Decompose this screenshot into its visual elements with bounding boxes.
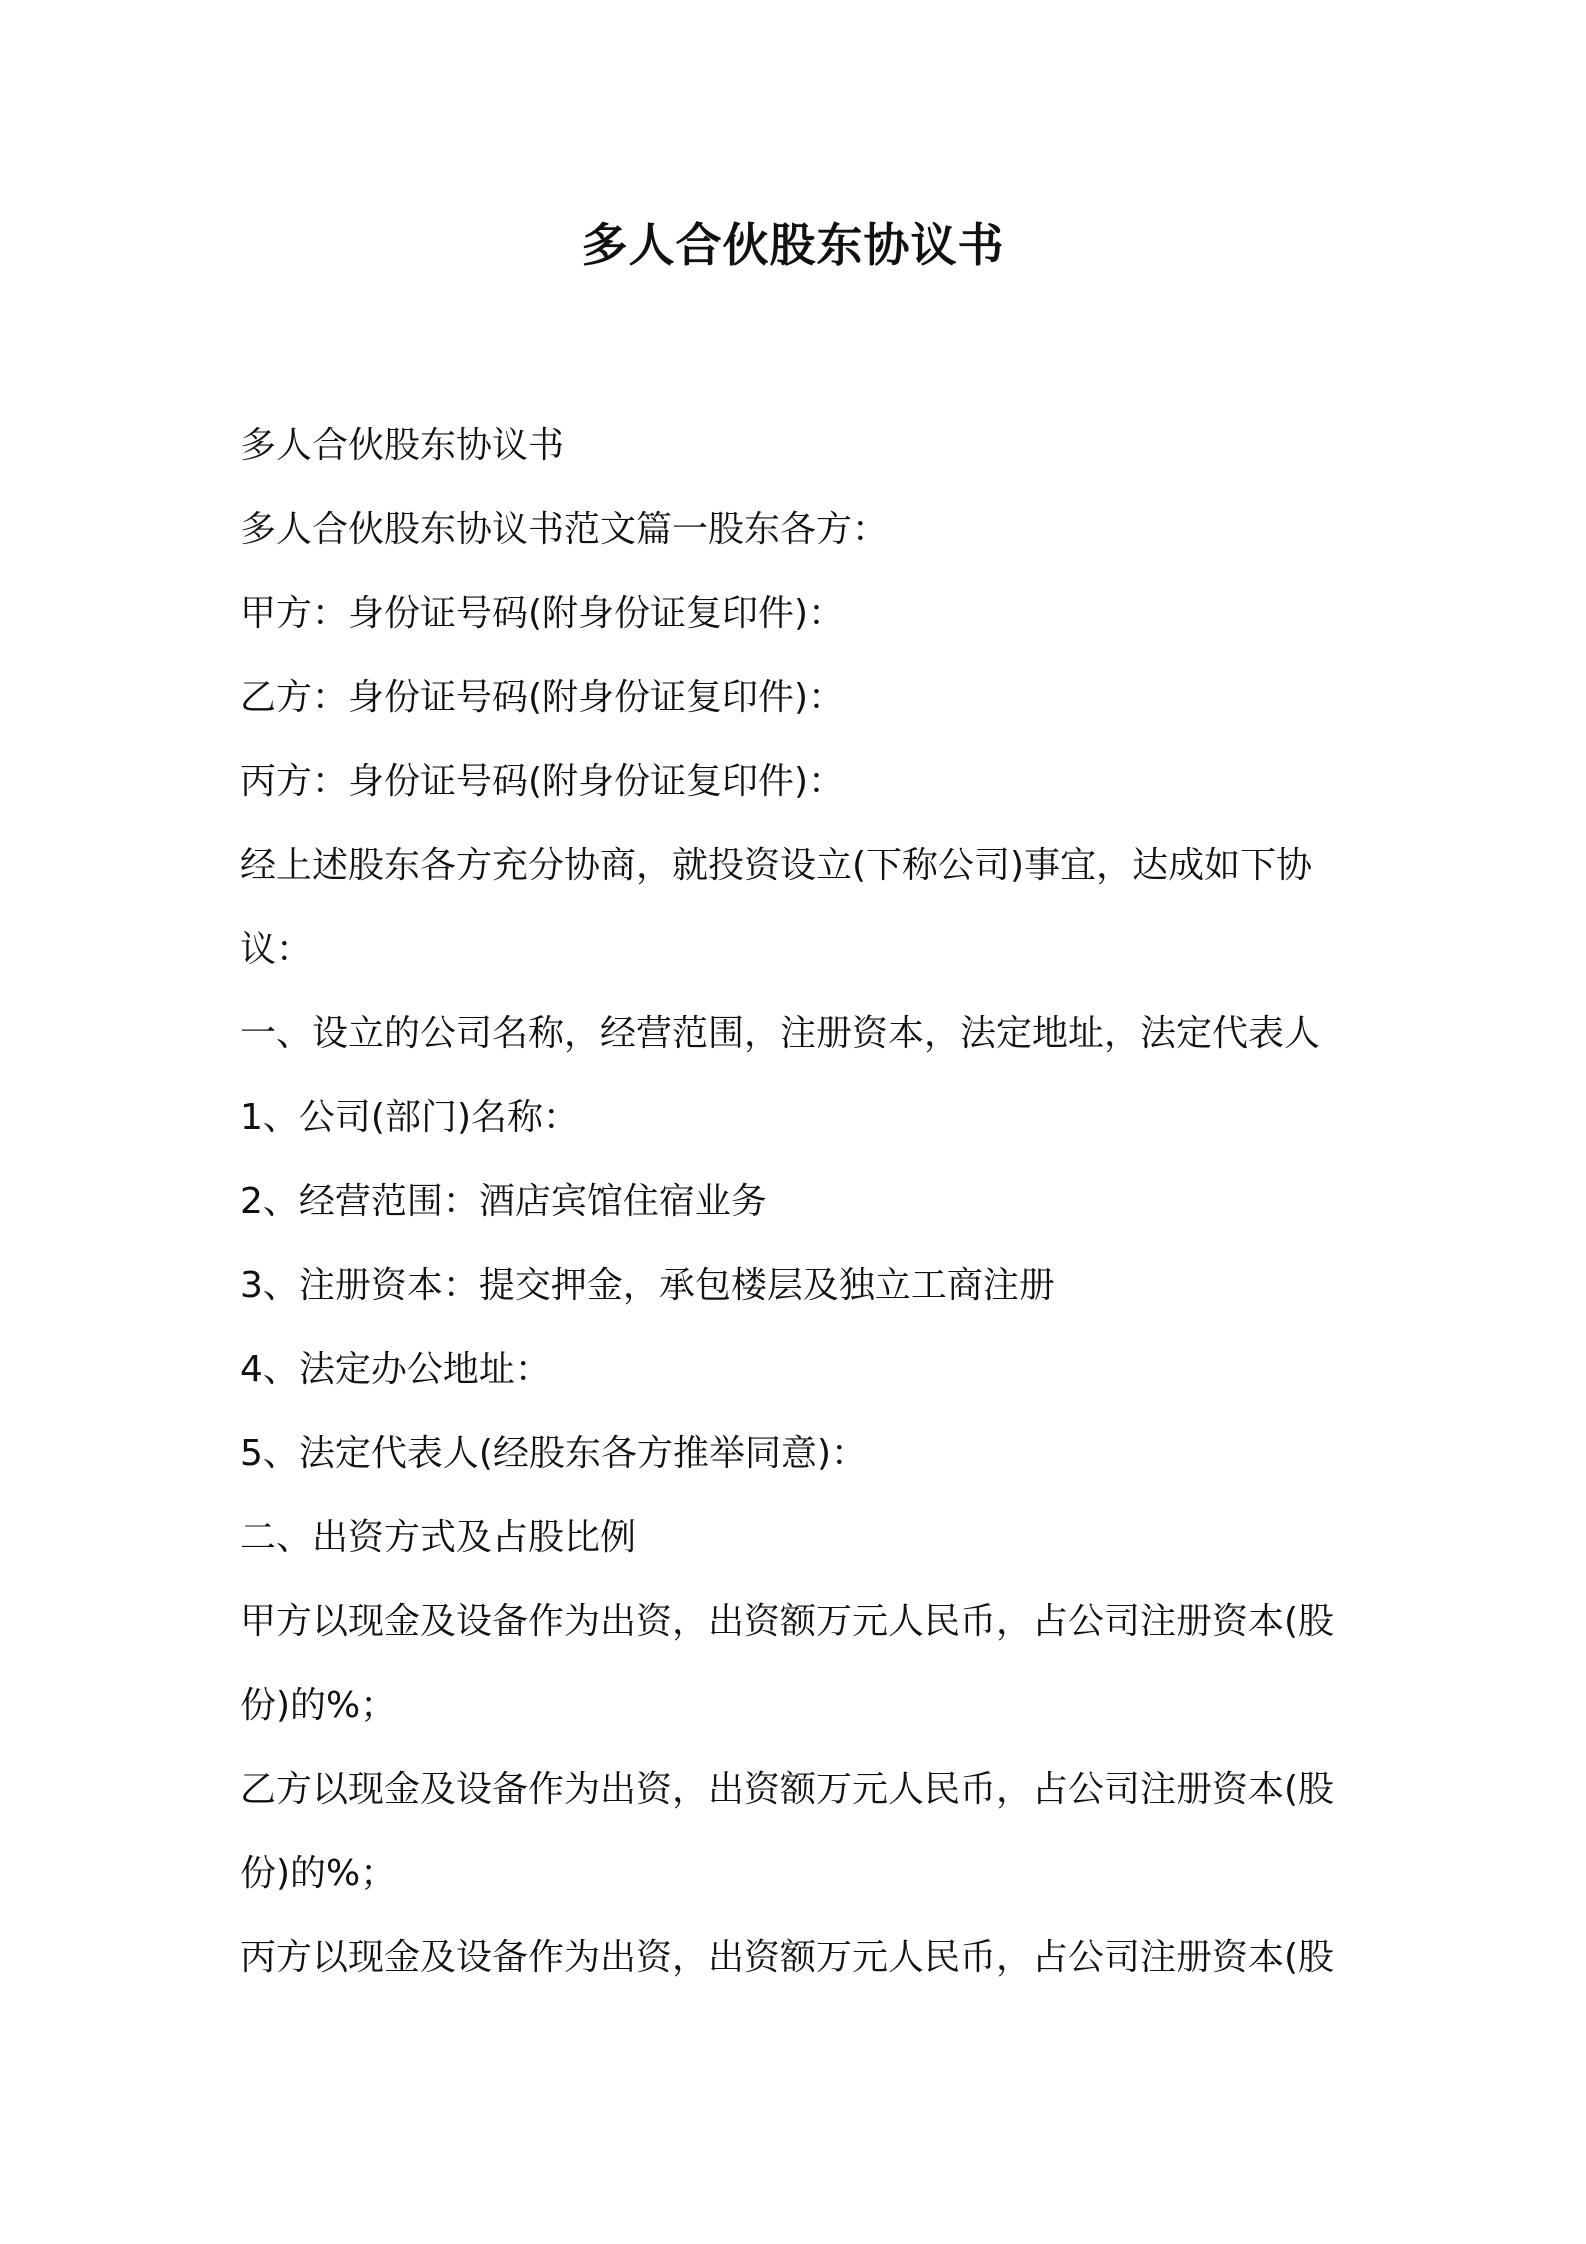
section-one-heading: 一、设立的公司名称，经营范围，注册资本，法定地址，法定代表人 xyxy=(240,1013,1321,1054)
party-a-contribution-line: 甲方以现金及设备作为出资，出资额万元人民币，占公司注册资本(股 xyxy=(240,1601,1335,1642)
intro-line: 多人合伙股东协议书范文篇一股东各方： xyxy=(240,509,889,550)
party-b-line: 乙方：身份证号码(附身份证复印件)： xyxy=(240,677,845,718)
business-scope-item: 2、经营范围：酒店宾馆住宿业务 xyxy=(240,1181,767,1222)
company-name-item: 1、公司(部门)名称： xyxy=(240,1097,579,1138)
party-a-contribution-continuation: 份)的%； xyxy=(240,1685,397,1726)
heading-line: 多人合伙股东协议书 xyxy=(240,425,565,466)
party-c-contribution-line: 丙方以现金及设备作为出资，出资额万元人民币，占公司注册资本(股 xyxy=(240,1937,1335,1978)
agreement-statement-line: 经上述股东各方充分协商，就投资设立(下称公司)事宜，达成如下协 xyxy=(240,845,1313,886)
party-b-contribution-continuation: 份)的%； xyxy=(240,1853,397,1894)
party-c-line: 丙方：身份证号码(附身份证复印件)： xyxy=(240,761,845,802)
document-title: 多人合伙股东协议书 xyxy=(581,218,1005,272)
agreement-statement-continuation: 议： xyxy=(240,929,313,970)
section-two-heading: 二、出资方式及占股比例 xyxy=(240,1517,637,1558)
office-address-item: 4、法定办公地址： xyxy=(240,1349,551,1390)
party-a-line: 甲方：身份证号码(附身份证复印件)： xyxy=(240,593,845,634)
registered-capital-item: 3、注册资本：提交押金，承包楼层及独立工商注册 xyxy=(240,1265,1055,1306)
document-body xyxy=(240,404,1360,2000)
party-b-contribution-line: 乙方以现金及设备作为出资，出资额万元人民币，占公司注册资本(股 xyxy=(240,1769,1335,1810)
legal-representative-item: 5、法定代表人(经股东各方推举同意)： xyxy=(240,1433,867,1474)
